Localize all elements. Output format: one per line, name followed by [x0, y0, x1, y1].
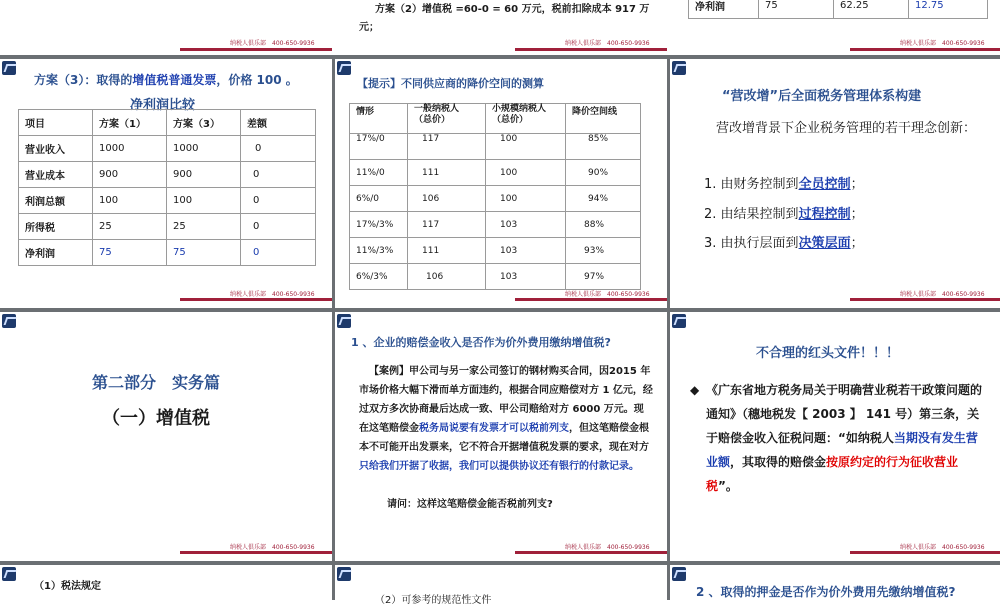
- footer-phone: 400-650-9936: [607, 291, 650, 298]
- table-cell: 17%/3%: [350, 212, 408, 238]
- title-highlight: 增值税普通发票: [132, 73, 217, 87]
- slide-heading: （2）可参考的规范性文件: [375, 595, 492, 606]
- list-emphasis: 过程控制: [798, 207, 851, 222]
- logo-icon: [2, 61, 16, 75]
- list-text: ；: [850, 236, 864, 251]
- table-cell: 12.75: [909, 0, 988, 19]
- slide-11: [335, 565, 667, 606]
- table-cell: 6%/0: [350, 186, 408, 212]
- footer-brand: 纳税人俱乐部: [565, 291, 602, 298]
- footer-text: [900, 289, 985, 298]
- table-row: [350, 160, 641, 186]
- table-cell: 0: [241, 162, 316, 188]
- section-subtitle: （一）增值税: [102, 408, 210, 429]
- table-cell: 0: [241, 188, 316, 214]
- table-cell: 净利润: [689, 0, 759, 19]
- footer-bar: [850, 551, 1000, 554]
- table-cell: 100: [486, 186, 566, 212]
- slide-7: [0, 312, 332, 561]
- profit-table-partial: [688, 0, 988, 19]
- list-text: ；: [850, 207, 864, 222]
- table-cell: 103: [486, 264, 566, 290]
- table-row: [19, 240, 316, 266]
- slide-8: [335, 312, 667, 561]
- logo-icon: [337, 61, 351, 75]
- table-cell: 94%: [566, 186, 641, 212]
- table-header-cell: 项目: [19, 110, 93, 136]
- logo-icon: [337, 314, 351, 328]
- slide-title: “营改增”后全面税务管理体系构建: [722, 89, 922, 104]
- case-body: 甲公司与另一家公司签订的钢材购买合同，因2015 年市场价格大幅下滑而单方面违约，根据合同应赔偿对方 1 亿元，经过双方多次协商最后达成一致、甲公司赔给对方 6000 万元。现在这笔赔偿金: [359, 366, 653, 434]
- slide-1: [0, 0, 332, 55]
- list-text: ；: [850, 177, 864, 192]
- footer-text: [900, 38, 985, 47]
- logo-icon: [2, 314, 16, 328]
- slide-9: [670, 312, 1000, 561]
- logo-icon: [2, 567, 16, 581]
- footer-brand: 纳税人俱乐部: [900, 544, 937, 551]
- case-highlight: 税务局说要有发票才可以税前列支: [419, 423, 569, 434]
- table-cell: 6%/3%: [350, 264, 408, 290]
- footer-brand: 纳税人俱乐部: [900, 40, 937, 47]
- table-cell: 11%/3%: [350, 238, 408, 264]
- footer-phone: 400-650-9936: [272, 40, 315, 47]
- slide-text-line: 方案（2）增值税 =60-0 = 60 万元，税前扣除成本 917 万: [375, 4, 650, 15]
- logo-icon: [672, 61, 686, 75]
- table-cell: 88%: [566, 212, 641, 238]
- table-header-row: [19, 110, 316, 136]
- slide-heading: （1）税法规定: [34, 581, 101, 592]
- footer-bar: [180, 48, 332, 51]
- footer-brand: 纳税人俱乐部: [230, 291, 267, 298]
- slide-4: [0, 59, 332, 308]
- section-title: 第二部分 实务篇: [92, 373, 221, 392]
- footer-brand: 纳税人俱乐部: [565, 40, 602, 47]
- case-highlight: 只给我们开据了收据，我们可以提供协议还有银行的付款记录。: [359, 461, 639, 472]
- table-cell: 营业收入: [19, 136, 93, 162]
- slide-title: 不合理的红头文件！！！: [756, 346, 900, 361]
- table-cell: 103: [486, 238, 566, 264]
- table-cell: 25: [93, 214, 167, 240]
- table-cell: 90%: [566, 160, 641, 186]
- list-item: [704, 232, 864, 251]
- table-row: [350, 238, 641, 264]
- policy-highlight: 当期没有发生营业额: [706, 431, 978, 469]
- table-cell: 0: [241, 240, 316, 266]
- table-cell: 0: [241, 136, 316, 162]
- table-header-row: [350, 104, 641, 134]
- table-row: [19, 214, 316, 240]
- table-cell: 100: [93, 188, 167, 214]
- footer-text: [565, 38, 650, 47]
- table-cell: 100: [486, 160, 566, 186]
- table-header-cell: 方案（3）: [167, 110, 241, 136]
- table-cell: 900: [93, 162, 167, 188]
- slide-subtitle: 净利润比较: [130, 98, 196, 113]
- slide-10: [0, 565, 332, 600]
- bullet-icon: ◆: [690, 383, 700, 397]
- table-cell: 1000: [93, 136, 167, 162]
- table-header-cell: 情形: [350, 104, 408, 134]
- footer-phone: 400-650-9936: [942, 291, 985, 298]
- footer-brand: 纳税人俱乐部: [565, 544, 602, 551]
- footer-bar: [180, 298, 332, 301]
- list-number: 3.: [704, 236, 717, 251]
- table-cell: 利润总额: [19, 188, 93, 214]
- footer-phone: 400-650-9936: [942, 40, 985, 47]
- slide-2: [335, 0, 667, 55]
- policy-body: ，其取得的赔偿金: [730, 455, 827, 469]
- table-cell: 0: [241, 214, 316, 240]
- footer-text: [900, 542, 985, 551]
- table-cell: 净利润: [19, 240, 93, 266]
- list-text: 由财务控制到: [720, 177, 799, 192]
- policy-body: 《广东省地方税务局关于明确营业税若干政策问题的通知》（穗地税发【 2003 】 141 号）第三条，关于赔偿金收入征税问题：“如纳税人: [706, 383, 983, 445]
- list-item: [704, 203, 864, 222]
- table-cell: 111: [408, 238, 486, 264]
- table-row: [350, 186, 641, 212]
- table-header-cell: 方案（1）: [93, 110, 167, 136]
- logo-icon: [672, 567, 686, 581]
- list-item: [704, 173, 864, 192]
- table-cell: 100: [167, 188, 241, 214]
- table-cell: 75: [759, 0, 834, 19]
- slide-5: [335, 59, 667, 308]
- footer-phone: 400-650-9936: [272, 291, 315, 298]
- table-cell: 100: [486, 134, 566, 160]
- table-header-cell: 小规模纳税人 （总价）: [486, 104, 566, 134]
- case-body: ，但这笔赔偿金根本不可能开出发票来，它不符合开据增值税发票的要求，现在对方: [359, 423, 649, 453]
- footer-text: [230, 542, 315, 551]
- footer-text: [230, 289, 315, 298]
- title-text: ，价格 100 。: [216, 73, 298, 87]
- table-cell: 85%: [566, 134, 641, 160]
- slide-intro: 营改增背景下企业税务管理的若干理念创新：: [716, 121, 977, 136]
- table-row: [689, 0, 988, 19]
- policy-text: [690, 378, 988, 498]
- footer-phone: 400-650-9936: [272, 544, 315, 551]
- case-question: 请问：这样这笔赔偿金能否税前列支?: [387, 499, 553, 510]
- table-row: [19, 188, 316, 214]
- table-cell: 营业成本: [19, 162, 93, 188]
- table-cell: 106: [408, 186, 486, 212]
- table-cell: 75: [93, 240, 167, 266]
- table-cell: 62.25: [834, 0, 909, 19]
- footer-bar: [850, 48, 1000, 51]
- slide-text-line: 元；: [359, 22, 379, 33]
- table-header-cell: 一般纳税人 （总价）: [408, 104, 486, 134]
- footer-bar: [515, 48, 667, 51]
- footer-brand: 纳税人俱乐部: [230, 544, 267, 551]
- slide-title: 【提示】不同供应商的降价空间的测算: [357, 77, 544, 90]
- table-cell: 11%/0: [350, 160, 408, 186]
- case-text: [359, 362, 653, 476]
- slide-title: 1 、企业的赔偿金收入是否作为价外费用缴纳增值税?: [351, 336, 611, 349]
- slide-6: [670, 59, 1000, 308]
- footer-text: [565, 542, 650, 551]
- title-text: 方案（3）：取得的: [34, 73, 133, 87]
- footer-bar: [515, 551, 667, 554]
- footer-brand: 纳税人俱乐部: [230, 40, 267, 47]
- list-number: 1.: [704, 177, 717, 192]
- table-cell: 25: [167, 214, 241, 240]
- slide-title: 2 、取得的押金是否作为价外费用先缴纳增值税?: [696, 585, 956, 599]
- slide-title: [34, 71, 298, 88]
- table-cell: 111: [408, 160, 486, 186]
- table-row: [350, 264, 641, 290]
- footer-bar: [515, 298, 667, 301]
- list-emphasis: 决策层面: [798, 236, 851, 251]
- profit-compare-table: [18, 109, 316, 266]
- logo-icon: [337, 567, 351, 581]
- price-space-table: [349, 103, 641, 290]
- logo-icon: [672, 314, 686, 328]
- table-cell: 900: [167, 162, 241, 188]
- list-emphasis: 全员控制: [798, 177, 851, 192]
- table-cell: 106: [408, 264, 486, 290]
- list-text: 由执行层面到: [720, 236, 799, 251]
- table-cell: 117: [408, 134, 486, 160]
- slide-12: [670, 565, 1000, 600]
- table-cell: 75: [167, 240, 241, 266]
- table-header-cell: 降价空间线: [566, 104, 641, 134]
- footer-phone: 400-650-9936: [942, 544, 985, 551]
- table-cell: 103: [486, 212, 566, 238]
- footer-bar: [180, 551, 332, 554]
- footer-text: [230, 38, 315, 47]
- footer-phone: 400-650-9936: [607, 544, 650, 551]
- table-header-cell: 差额: [241, 110, 316, 136]
- table-row: [19, 136, 316, 162]
- slide-3: [670, 0, 1000, 55]
- table-row: [350, 134, 641, 160]
- table-cell: 所得税: [19, 214, 93, 240]
- table-row: [350, 212, 641, 238]
- footer-brand: 纳税人俱乐部: [900, 291, 937, 298]
- policy-body: ”。: [718, 479, 738, 493]
- footer-phone: 400-650-9936: [607, 40, 650, 47]
- table-cell: 93%: [566, 238, 641, 264]
- footer-text: [565, 289, 650, 298]
- table-row: [19, 162, 316, 188]
- footer-bar: [850, 298, 1000, 301]
- table-cell: 117: [408, 212, 486, 238]
- policy-highlight-red: 按原约定的行为征收营业税: [706, 455, 959, 493]
- table-cell: 97%: [566, 264, 641, 290]
- list-text: 由结果控制到: [720, 207, 799, 222]
- table-cell: 17%/0: [350, 134, 408, 160]
- table-cell: 1000: [167, 136, 241, 162]
- case-label: 【案例】: [369, 366, 409, 377]
- list-number: 2.: [704, 207, 717, 222]
